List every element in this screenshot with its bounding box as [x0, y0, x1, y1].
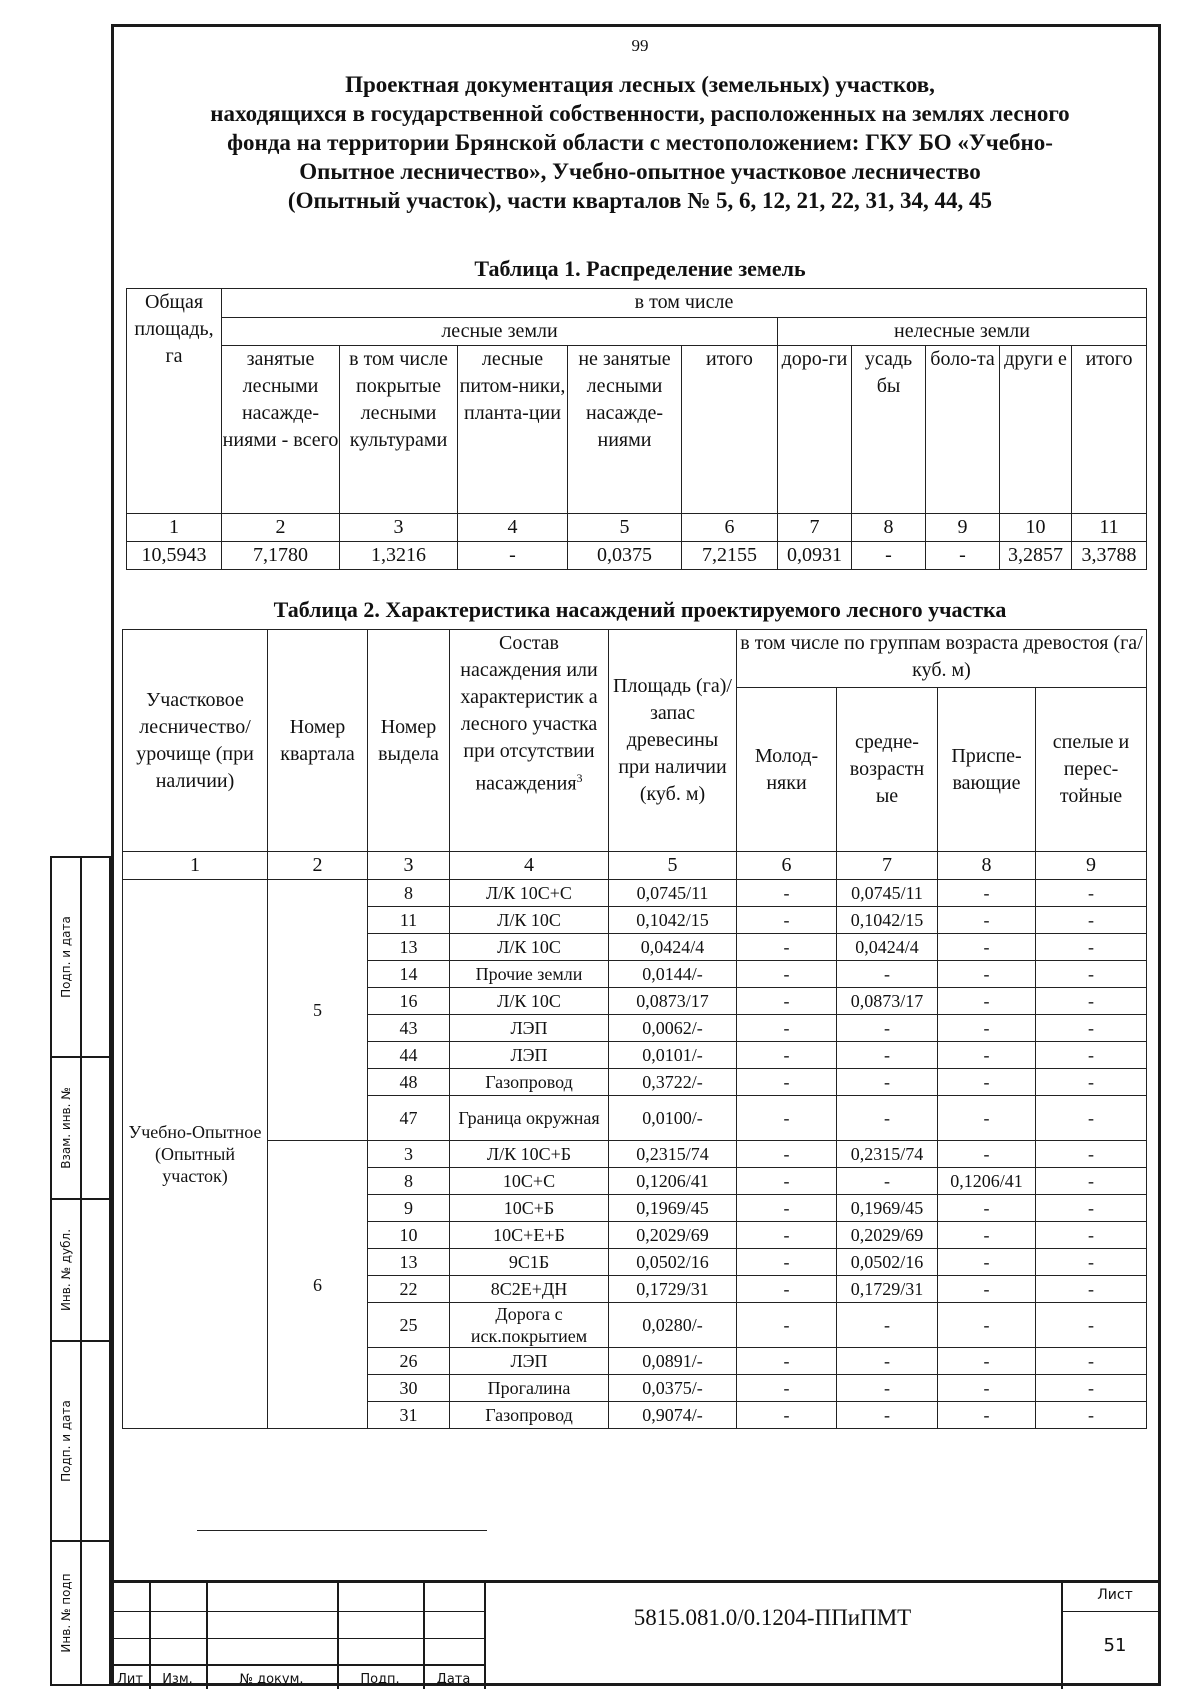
allotment-cell: 13: [368, 1249, 450, 1276]
area-cell: 0,1206/41: [609, 1168, 737, 1195]
col-header-quarter: Номер квартала: [268, 630, 368, 852]
sheet-number: 51: [1103, 1635, 1127, 1656]
allotment-cell: 25: [368, 1303, 450, 1348]
premature-cell: -: [938, 880, 1036, 907]
premature-cell: -: [938, 934, 1036, 961]
stamp-col-label: № докум.: [239, 1672, 304, 1687]
composition-cell: Дорога с иск.покрытием: [450, 1303, 609, 1348]
allotment-cell: 11: [368, 907, 450, 934]
composition-cell: ЛЭП: [450, 1042, 609, 1069]
side-stamp-field: [52, 1342, 109, 1542]
mature-cell: -: [1036, 1402, 1147, 1429]
column-number-row: [127, 514, 1147, 542]
area-cell: 0,1969/45: [609, 1195, 737, 1222]
allotment-cell: 16: [368, 988, 450, 1015]
composition-cell: Прогалина: [450, 1375, 609, 1402]
allotment-cell: 8: [368, 1168, 450, 1195]
col-header-composition: [450, 630, 609, 852]
column-number: 2: [222, 514, 340, 542]
stamp-col-label: Дата: [436, 1672, 471, 1687]
composition-cell: Л/К 10С: [450, 907, 609, 934]
middle-aged-cell: 0,0873/17: [837, 988, 938, 1015]
table2-caption: Таблица 2. Характеристика насаждений проектируемого лесного участка: [273, 597, 1007, 622]
young-cell: -: [737, 961, 837, 988]
stamp-col-label: Лит: [117, 1672, 143, 1687]
allotment-cell: 26: [368, 1348, 450, 1375]
middle-aged-cell: -: [837, 1348, 938, 1375]
title-line: фонда на территории Брянской области с местоположением: ГКУ БО «Учебно-: [227, 130, 1053, 155]
col-header: усадь бы: [852, 346, 926, 514]
side-stamp-label: Взам. инв. №: [59, 1087, 73, 1169]
column-number: 6: [682, 514, 778, 542]
mature-cell: -: [1036, 934, 1147, 961]
col-header-forest-lands: лесные земли: [222, 318, 778, 346]
area-cell: 0,0280/-: [609, 1303, 737, 1348]
composition-cell: 10С+С: [450, 1168, 609, 1195]
column-number: 3: [340, 514, 458, 542]
area-cell: 0,0100/-: [609, 1096, 737, 1141]
allotment-cell: 31: [368, 1402, 450, 1429]
footnote-marker: 3: [576, 771, 583, 785]
col-header: боло-та: [926, 346, 1000, 514]
allotment-cell: 48: [368, 1069, 450, 1096]
young-cell: -: [737, 1141, 837, 1168]
col-header-premature: Приспе-вающие: [938, 688, 1036, 852]
table-cell: 0,0375: [568, 542, 682, 570]
column-number: 2: [268, 852, 368, 880]
table-cell: -: [926, 542, 1000, 570]
premature-cell: -: [938, 1222, 1036, 1249]
allotment-cell: 3: [368, 1141, 450, 1168]
col-header: не занятые лесными насажде-ниями: [568, 346, 682, 514]
composition-header-text: Состав насаждения или характеристик а лесного участка при отсутствии насаждения: [460, 632, 598, 795]
area-cell: 0,0375/-: [609, 1375, 737, 1402]
column-number: 9: [926, 514, 1000, 542]
table-row: [123, 880, 1147, 907]
allotment-cell: 9: [368, 1195, 450, 1222]
composition-cell: 9С1Б: [450, 1249, 609, 1276]
col-header-middle-aged: средне-возрастн ые: [837, 688, 938, 852]
young-cell: -: [737, 1348, 837, 1375]
premature-cell: -: [938, 1348, 1036, 1375]
col-header-total-area: Общая площадь, га: [127, 289, 222, 514]
title-block: [111, 1580, 1161, 1689]
middle-aged-cell: 0,0424/4: [837, 934, 938, 961]
table-cell: 7,2155: [682, 542, 778, 570]
young-cell: -: [737, 1249, 837, 1276]
column-number: 4: [450, 852, 609, 880]
col-header: други е: [1000, 346, 1072, 514]
area-cell: 0,0745/11: [609, 880, 737, 907]
sheet-label: Лист: [1097, 1587, 1133, 1603]
young-cell: -: [737, 1303, 837, 1348]
mature-cell: -: [1036, 1069, 1147, 1096]
col-header-age-groups: в том числе по группам возраста древостоя (га/куб. м): [737, 630, 1147, 688]
mature-cell: -: [1036, 961, 1147, 988]
composition-cell: Л/К 10С: [450, 988, 609, 1015]
table-cell: 3,2857: [1000, 542, 1072, 570]
allotment-cell: 47: [368, 1096, 450, 1141]
middle-aged-cell: -: [837, 1402, 938, 1429]
young-cell: -: [737, 1096, 837, 1141]
table-cell: 1,3216: [340, 542, 458, 570]
young-cell: -: [737, 1222, 837, 1249]
column-number: 5: [609, 852, 737, 880]
composition-cell: Л/К 10С: [450, 934, 609, 961]
premature-cell: -: [938, 1276, 1036, 1303]
table-cell: 10,5943: [127, 542, 222, 570]
premature-cell: -: [938, 1015, 1036, 1042]
young-cell: -: [737, 880, 837, 907]
middle-aged-cell: -: [837, 1168, 938, 1195]
area-cell: 0,0891/-: [609, 1348, 737, 1375]
stamp-col-label: Изм.: [162, 1672, 193, 1687]
area-cell: 0,2029/69: [609, 1222, 737, 1249]
document-title: [130, 70, 1150, 215]
stamp-col-label: Подп.: [360, 1672, 400, 1687]
composition-cell: ЛЭП: [450, 1348, 609, 1375]
young-cell: -: [737, 988, 837, 1015]
table-cell: -: [458, 542, 568, 570]
allotment-cell: 10: [368, 1222, 450, 1249]
area-cell: 0,0502/16: [609, 1249, 737, 1276]
middle-aged-cell: -: [837, 1069, 938, 1096]
forestry-cell: Учебно-Опытное (Опытный участок): [123, 880, 268, 1429]
area-cell: 0,0101/-: [609, 1042, 737, 1069]
premature-cell: -: [938, 1141, 1036, 1168]
composition-cell: Газопровод: [450, 1069, 609, 1096]
page-number: 99: [631, 36, 649, 55]
title-line: Проектная документация лесных (земельных) участков,: [345, 72, 935, 97]
premature-cell: -: [938, 1402, 1036, 1429]
middle-aged-cell: 0,1729/31: [837, 1276, 938, 1303]
column-number: 1: [127, 514, 222, 542]
mature-cell: -: [1036, 1168, 1147, 1195]
young-cell: -: [737, 1375, 837, 1402]
stand-characteristics-table: [122, 629, 1147, 1429]
table-row: [127, 542, 1147, 570]
table-cell: 3,3788: [1072, 542, 1147, 570]
table-cell: -: [852, 542, 926, 570]
side-stamp: [50, 856, 111, 1686]
young-cell: -: [737, 1069, 837, 1096]
column-number: 8: [938, 852, 1036, 880]
area-cell: 0,3722/-: [609, 1069, 737, 1096]
quarter-cell: 5: [268, 880, 368, 1141]
mature-cell: -: [1036, 1195, 1147, 1222]
allotment-cell: 43: [368, 1015, 450, 1042]
composition-cell: Л/К 10С+С: [450, 880, 609, 907]
premature-cell: -: [938, 1069, 1036, 1096]
side-stamp-field: [52, 1058, 109, 1200]
mature-cell: -: [1036, 1096, 1147, 1141]
column-number: 3: [368, 852, 450, 880]
middle-aged-cell: -: [837, 1042, 938, 1069]
composition-cell: 10С+Б: [450, 1195, 609, 1222]
table-cell: 0,0931: [778, 542, 852, 570]
mature-cell: -: [1036, 1141, 1147, 1168]
area-cell: 0,9074/-: [609, 1402, 737, 1429]
column-number: 10: [1000, 514, 1072, 542]
middle-aged-cell: 0,1042/15: [837, 907, 938, 934]
allotment-cell: 22: [368, 1276, 450, 1303]
col-header: итого: [1072, 346, 1147, 514]
allotment-cell: 14: [368, 961, 450, 988]
premature-cell: -: [938, 1042, 1036, 1069]
quarter-cell: 6: [268, 1141, 368, 1429]
young-cell: -: [737, 1042, 837, 1069]
premature-cell: -: [938, 988, 1036, 1015]
young-cell: -: [737, 934, 837, 961]
column-number: 11: [1072, 514, 1147, 542]
column-number: 5: [568, 514, 682, 542]
allotment-cell: 13: [368, 934, 450, 961]
title-line: Опытное лесничество», Учебно-опытное участковое лесничество: [299, 159, 981, 184]
side-stamp-label: Инв. № дубл.: [59, 1228, 73, 1312]
footnote-separator: [197, 1530, 487, 1531]
mature-cell: -: [1036, 988, 1147, 1015]
mature-cell: -: [1036, 1015, 1147, 1042]
mature-cell: -: [1036, 1276, 1147, 1303]
middle-aged-cell: -: [837, 1375, 938, 1402]
column-number: 9: [1036, 852, 1147, 880]
area-cell: 0,0424/4: [609, 934, 737, 961]
area-cell: 0,0144/-: [609, 961, 737, 988]
young-cell: -: [737, 1168, 837, 1195]
column-number: 7: [778, 514, 852, 542]
mature-cell: -: [1036, 1042, 1147, 1069]
composition-cell: Прочие земли: [450, 961, 609, 988]
mature-cell: -: [1036, 1303, 1147, 1348]
mature-cell: -: [1036, 907, 1147, 934]
composition-cell: ЛЭП: [450, 1015, 609, 1042]
allotment-cell: 30: [368, 1375, 450, 1402]
middle-aged-cell: -: [837, 1096, 938, 1141]
col-header: итого: [682, 346, 778, 514]
middle-aged-cell: 0,1969/45: [837, 1195, 938, 1222]
allotment-cell: 44: [368, 1042, 450, 1069]
table-row: [123, 1141, 1147, 1168]
premature-cell: 0,1206/41: [938, 1168, 1036, 1195]
middle-aged-cell: -: [837, 1015, 938, 1042]
col-header-including: в том числе: [222, 289, 1147, 318]
column-number: 8: [852, 514, 926, 542]
col-header-nonforest-lands: нелесные земли: [778, 318, 1147, 346]
col-header: занятые лесными насажде-ниями - всего: [222, 346, 340, 514]
premature-cell: -: [938, 961, 1036, 988]
mature-cell: -: [1036, 1375, 1147, 1402]
young-cell: -: [737, 1195, 837, 1222]
area-cell: 0,2315/74: [609, 1141, 737, 1168]
col-header-young: Молод-няки: [737, 688, 837, 852]
title-line: находящихся в государственной собственности, расположенных на землях лесного: [210, 101, 1070, 126]
mature-cell: -: [1036, 1222, 1147, 1249]
side-stamp-field: [52, 858, 109, 1058]
mature-cell: -: [1036, 1249, 1147, 1276]
premature-cell: -: [938, 1249, 1036, 1276]
composition-cell: Граница окружная: [450, 1096, 609, 1141]
column-number-row: [123, 852, 1147, 880]
mature-cell: -: [1036, 880, 1147, 907]
land-distribution-table: [126, 288, 1147, 570]
composition-cell: Л/К 10С+Б: [450, 1141, 609, 1168]
col-header: доро-ги: [778, 346, 852, 514]
middle-aged-cell: 0,2315/74: [837, 1141, 938, 1168]
table-cell: 7,1780: [222, 542, 340, 570]
young-cell: -: [737, 1015, 837, 1042]
middle-aged-cell: 0,2029/69: [837, 1222, 938, 1249]
composition-cell: Газопровод: [450, 1402, 609, 1429]
premature-cell: -: [938, 1195, 1036, 1222]
table1-caption: Таблица 1. Распределение земель: [474, 256, 806, 281]
column-number: 7: [837, 852, 938, 880]
col-header-allotment: Номер выдела: [368, 630, 450, 852]
col-header: в том числе покрытые лесными культурами: [340, 346, 458, 514]
col-header-mature: спелые и перес-тойные: [1036, 688, 1147, 852]
middle-aged-cell: -: [837, 961, 938, 988]
middle-aged-cell: 0,0502/16: [837, 1249, 938, 1276]
area-cell: 0,0062/-: [609, 1015, 737, 1042]
side-stamp-label: Инв. № подп: [59, 1573, 73, 1653]
col-header-area: Площадь (га)/ запас древесины при наличии (куб. м): [609, 630, 737, 852]
column-number: 6: [737, 852, 837, 880]
side-stamp-field: [52, 1200, 109, 1342]
title-line: (Опытный участок), части кварталов № 5, 6, 12, 21, 22, 31, 34, 44, 45: [287, 188, 993, 213]
col-header: лесные питом-ники, планта-ции: [458, 346, 568, 514]
side-stamp-field: [52, 1542, 109, 1684]
premature-cell: -: [938, 1096, 1036, 1141]
young-cell: -: [737, 1402, 837, 1429]
column-number: 1: [123, 852, 268, 880]
middle-aged-cell: 0,0745/11: [837, 880, 938, 907]
composition-cell: 10С+Е+Б: [450, 1222, 609, 1249]
premature-cell: -: [938, 907, 1036, 934]
mature-cell: -: [1036, 1348, 1147, 1375]
composition-cell: 8С2Е+ДН: [450, 1276, 609, 1303]
middle-aged-cell: -: [837, 1303, 938, 1348]
area-cell: 0,0873/17: [609, 988, 737, 1015]
area-cell: 0,1729/31: [609, 1276, 737, 1303]
side-stamp-label: Подп. и дата: [59, 1400, 73, 1482]
document-number: 5815.081.0/0.1204-ППиПМТ: [633, 1605, 912, 1630]
premature-cell: -: [938, 1375, 1036, 1402]
area-cell: 0,1042/15: [609, 907, 737, 934]
allotment-cell: 8: [368, 880, 450, 907]
premature-cell: -: [938, 1303, 1036, 1348]
young-cell: -: [737, 907, 837, 934]
side-stamp-label: Подп. и дата: [59, 916, 73, 998]
young-cell: -: [737, 1276, 837, 1303]
column-number: 4: [458, 514, 568, 542]
col-header-forestry: Участковое лесничество/ урочище (при наличии): [123, 630, 268, 852]
